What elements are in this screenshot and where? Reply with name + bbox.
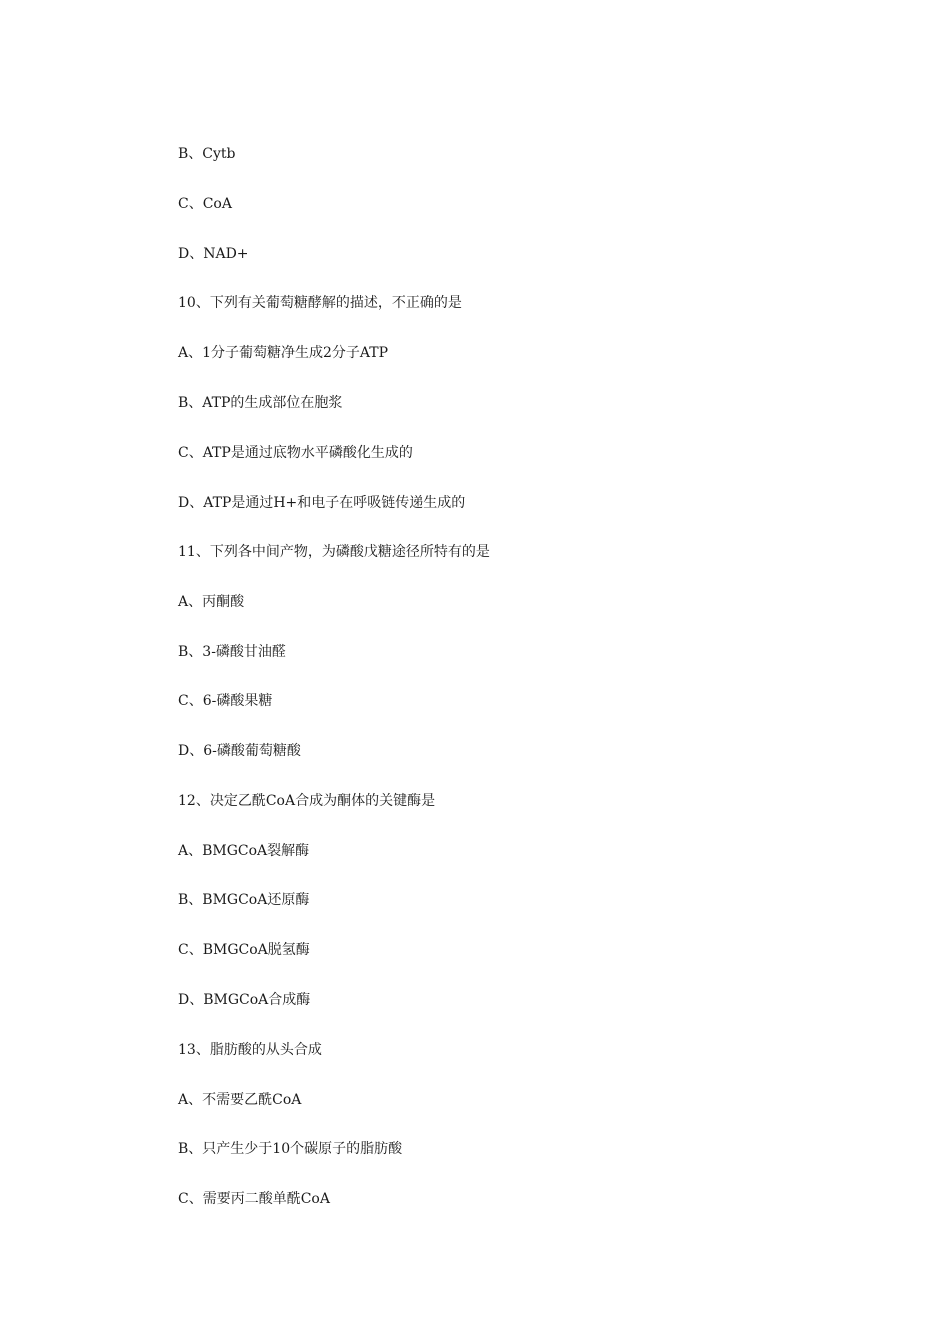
question-10: 10、下列有关葡萄糖酵解的描述，不正确的是	[178, 295, 462, 311]
option-b-line: B、Cytb	[178, 146, 236, 162]
q11-option-d: D、6-磷酸葡萄糖酸	[178, 743, 301, 759]
q10-option-a: A、1分子葡萄糖净生成2分子ATP	[178, 345, 389, 361]
question-12: 12、决定乙酰CoA合成为酮体的关键酶是	[178, 793, 436, 809]
q13-option-b: B、只产生少于10个碳原子的脂肪酸	[178, 1141, 403, 1157]
q12-option-a: A、BMGCoA裂解酶	[178, 843, 310, 859]
option-c-line: C、CoA	[178, 196, 232, 212]
q13-option-c: C、需要丙二酸单酰CoA	[178, 1191, 330, 1207]
q12-option-b: B、BMGCoA还原酶	[178, 892, 310, 908]
q11-option-b: B、3-磷酸甘油醛	[178, 644, 286, 660]
q10-option-d: D、ATP是通过H+和电子在呼吸链传递生成的	[178, 495, 466, 511]
q13-option-a: A、不需要乙酰CoA	[178, 1092, 302, 1108]
option-d-line: D、NAD+	[178, 246, 249, 262]
q12-option-c: C、BMGCoA脱氢酶	[178, 942, 310, 958]
q11-option-c: C、6-磷酸果糖	[178, 693, 273, 709]
q10-option-b: B、ATP的生成部位在胞浆	[178, 395, 343, 411]
q12-option-d: D、BMGCoA合成酶	[178, 992, 311, 1008]
q11-option-a: A、丙酮酸	[178, 594, 245, 610]
question-13: 13、脂肪酸的从头合成	[178, 1042, 322, 1058]
q10-option-c: C、ATP是通过底物水平磷酸化生成的	[178, 445, 413, 461]
question-11: 11、下列各中间产物，为磷酸戊糖途径所特有的是	[178, 544, 490, 560]
